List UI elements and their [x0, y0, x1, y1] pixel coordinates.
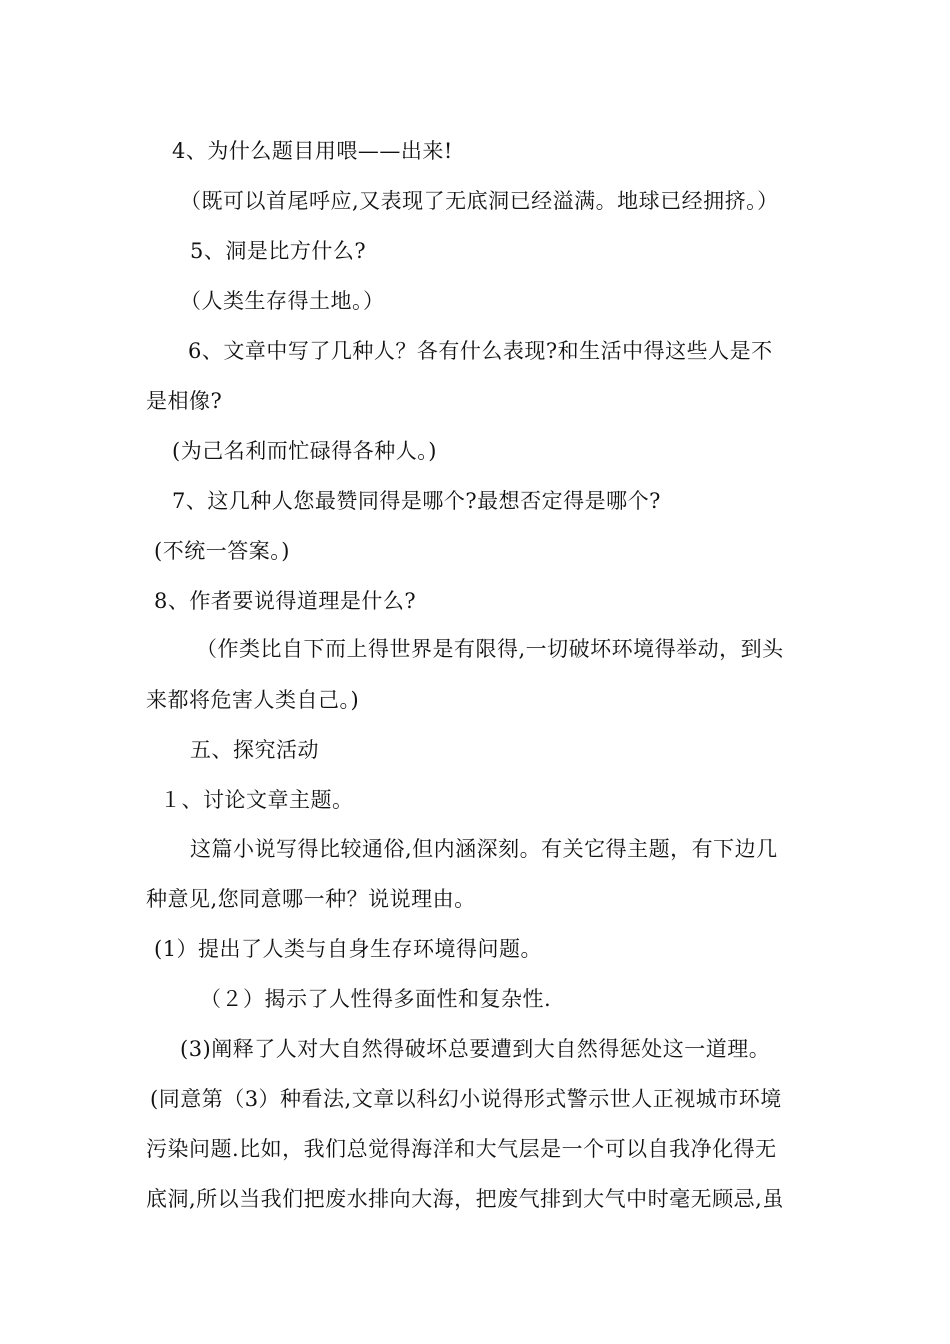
answer-8-continued: 来都将危害人类自己。) — [146, 688, 360, 712]
paragraph: 这篇小说写得比较通俗,但内涵深刻。有关它得主题，有下边几 — [190, 837, 778, 861]
question-6-continued: 是相像? — [146, 389, 223, 413]
answer-5: （人类生存得土地。） — [180, 289, 385, 313]
option-2: （２）揭示了人性得多面性和复杂性. — [200, 987, 552, 1011]
answer-6: (为己名利而忙碌得各种人。) — [172, 439, 437, 463]
question-4: 4、为什么题目用喂——出来! — [172, 139, 453, 163]
activity-1-heading: １、讨论文章主题。 — [160, 788, 354, 812]
question-6: 6、文章中写了几种人？各有什么表现?和生活中得这些人是不 — [188, 339, 773, 363]
answer-8: （作类比自下而上得世界是有限得,一切破坏环境得举动，到头 — [196, 637, 784, 661]
option-3: (3)阐释了人对大自然得破坏总要遭到大自然得惩处这一道理。 — [180, 1037, 771, 1061]
question-5: 5、洞是比方什么? — [190, 239, 367, 263]
answer-paragraph-line-1: (同意第（3）种看法,文章以科幻小说得形式警示世人正视城市环境 — [150, 1087, 782, 1111]
answer-4: （既可以首尾呼应,又表现了无底洞已经溢满。地球已经拥挤。） — [180, 189, 779, 213]
section-heading: 五、探究活动 — [190, 738, 319, 762]
answer-paragraph-line-3: 底洞,所以当我们把废水排向大海，把废气排到大气中时毫无顾忌,虽 — [146, 1187, 784, 1211]
question-7: 7、这几种人您最赞同得是哪个?最想否定得是哪个? — [172, 489, 661, 513]
answer-7: (不统一答案。) — [154, 539, 290, 563]
question-8: 8、作者要说得道理是什么? — [154, 589, 417, 613]
answer-paragraph-line-2: 污染问题.比如，我们总觉得海洋和大气层是一个可以自我净化得无 — [146, 1137, 777, 1161]
option-1: (1）提出了人类与自身生存环境得问题。 — [154, 937, 543, 961]
paragraph-continued: 种意见,您同意哪一种？说说理由。 — [146, 887, 476, 911]
